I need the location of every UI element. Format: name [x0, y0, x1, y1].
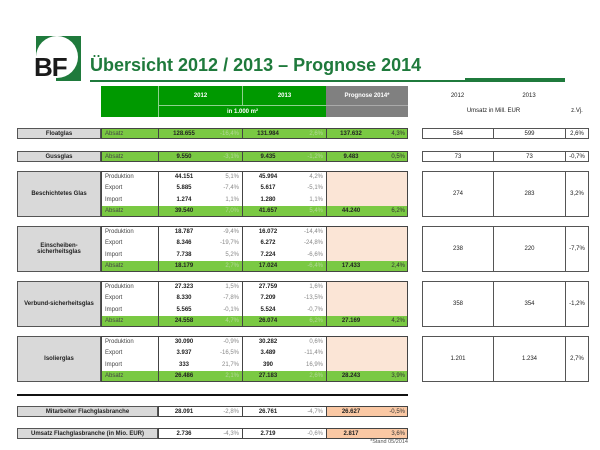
group-einscheiben-sicherheitsglas-import-change-2012: 5,2%	[225, 251, 239, 258]
group-einscheiben-sicherheitsglas-absatz-label: Absatz	[101, 261, 158, 273]
group-einscheiben-sicherheitsglas-name: Einscheiben-sicherheitsglas	[17, 226, 101, 272]
header-2012: 2012	[158, 86, 242, 105]
group-beschichtetes-glas-umsatz-2013: 283	[493, 171, 566, 217]
group-verbund-sicherheitsglas-absatz-change-2012: 4,7%	[210, 316, 242, 328]
column-divider	[242, 428, 326, 439]
group-isolierglas-absatz-value-2012: 26.486	[158, 371, 210, 383]
group-gussglas-value-2014: 9.483	[326, 151, 376, 162]
group-einscheiben-sicherheitsglas-import-label: Import	[105, 251, 123, 258]
group-gussglas-value-2013: 9.435	[242, 151, 294, 162]
group-einscheiben-sicherheitsglas-import-value-2012: 7.738	[176, 251, 192, 258]
group-beschichtetes-glas-import-value-2012: 1.274	[176, 196, 192, 203]
group-isolierglas-umsatz-2013: 1.234	[493, 336, 566, 382]
group-floatglas-umsatz-2013: 599	[493, 128, 566, 139]
group-verbund-sicherheitsglas-absatz-value-2014: 27.169	[326, 316, 376, 328]
group-beschichtetes-glas-export-value-2013: 5.617	[260, 185, 276, 192]
group-verbund-sicherheitsglas-umsatz-2012: 358	[422, 281, 494, 327]
group-verbund-sicherheitsglas-produktion-change-2012: 1,5%	[225, 283, 239, 290]
group-gussglas-change-2012: -3,1%	[210, 151, 242, 162]
group-verbund-sicherheitsglas-export-change-2012: -7,8%	[223, 295, 239, 302]
group-einscheiben-sicherheitsglas-umsatz-2012: 238	[422, 226, 494, 272]
group-isolierglas-produktion-value-2013: 30.282	[258, 338, 278, 345]
group-beschichtetes-glas-produktion-change-2013: 4,2%	[309, 173, 323, 180]
group-beschichtetes-glas-umsatz-2012: 274	[422, 171, 494, 217]
group-gussglas-umsatz-2012: 73	[422, 151, 494, 162]
column-divider	[158, 128, 242, 139]
group-isolierglas-absatz-value-2014: 28.243	[326, 371, 376, 383]
total-umsatz-value-2014: 2.817	[326, 428, 376, 439]
column-divider	[242, 281, 326, 327]
total-umsatz-change-2013: -0,6%	[307, 430, 323, 437]
column-divider	[242, 128, 326, 139]
total-umsatz-value-2012: 2.736	[176, 430, 192, 437]
group-floatglas-value-2013: 131.984	[242, 128, 294, 139]
group-beschichtetes-glas-import-change-2013: 1,1%	[309, 196, 323, 203]
column-divider	[158, 281, 242, 327]
group-isolierglas-absatz-change-2012: 2,1%	[210, 371, 242, 383]
group-gussglas-umsatz-2013: 73	[493, 151, 566, 162]
group-isolierglas-export-label: Export	[105, 350, 123, 357]
group-isolierglas-produktion-change-2012: -0,9%	[223, 338, 239, 345]
group-isolierglas-import-label: Import	[105, 361, 123, 368]
column-divider	[326, 336, 408, 382]
header-prognose: Prognose 2014*	[326, 86, 408, 105]
group-floatglas-value-2014: 137.632	[326, 128, 376, 139]
group-beschichtetes-glas-absatz-change-2012: 7,0%	[210, 206, 242, 218]
group-verbund-sicherheitsglas-import-change-2013: -0,7%	[307, 306, 323, 313]
group-einscheiben-sicherheitsglas-import-value-2013: 7.224	[260, 251, 276, 258]
group-isolierglas-import-change-2012: 21,7%	[221, 361, 239, 368]
total-mitarbeiter-name: Mitarbeiter Flachglasbranche	[17, 406, 158, 417]
group-floatglas-change-2012: -16,4%	[210, 128, 242, 139]
group-verbund-sicherheitsglas-absatz-change-2014: 4,2%	[376, 316, 408, 328]
group-beschichtetes-glas-absatz-change-2014: 6,2%	[376, 206, 408, 218]
page-title: Übersicht 2012 / 2013 – Prognose 2014	[90, 55, 422, 75]
group-gussglas-label: Absatz	[101, 151, 158, 162]
group-isolierglas-umsatz-change: 2,7%	[565, 336, 589, 382]
group-isolierglas-produktion-value-2012: 30.090	[174, 338, 194, 345]
header-unit: in 1.000 m²	[158, 105, 326, 117]
group-isolierglas-export-value-2013: 3.489	[260, 350, 276, 357]
total-mitarbeiter-change-2014: -0,5%	[376, 406, 408, 417]
group-einscheiben-sicherheitsglas-produktion-change-2013: -14,4%	[303, 228, 323, 235]
group-floatglas-name: Floatglas	[17, 128, 101, 139]
group-beschichtetes-glas-import-value-2013: 1.280	[260, 196, 276, 203]
group-isolierglas-produktion-change-2013: 0,6%	[309, 338, 323, 345]
column-divider	[242, 171, 326, 217]
group-isolierglas-import-value-2013: 390	[262, 361, 273, 368]
group-isolierglas-export-change-2013: -11,4%	[304, 350, 323, 357]
group-gussglas-change-2013: -1,2%	[294, 151, 326, 162]
column-divider	[326, 128, 408, 139]
total-mitarbeiter-value-2013: 26.761	[258, 408, 278, 415]
group-beschichtetes-glas-export-value-2012: 5.885	[176, 185, 192, 192]
total-umsatz-name: Umsatz Flachglasbranche (in Mio. EUR)	[17, 428, 158, 439]
column-divider	[242, 406, 326, 417]
group-einscheiben-sicherheitsglas-produktion-change-2012: -9,4%	[223, 228, 239, 235]
header-2013: 2013	[242, 86, 326, 105]
group-einscheiben-sicherheitsglas-umsatz-2013: 220	[493, 226, 566, 272]
group-beschichtetes-glas-produktion-change-2012: 5,1%	[225, 173, 239, 180]
column-divider	[326, 406, 408, 417]
column-divider	[326, 281, 408, 327]
group-verbund-sicherheitsglas-export-value-2013: 7.209	[260, 295, 276, 302]
group-isolierglas-import-change-2013: 16,9%	[305, 361, 323, 368]
column-divider	[326, 151, 408, 162]
header-prognose-unit	[326, 105, 408, 117]
total-umsatz-value-2013: 2.719	[260, 430, 276, 437]
logo-text: BF	[34, 52, 67, 82]
total-mitarbeiter-value-2014: 26.627	[326, 406, 376, 417]
group-einscheiben-sicherheitsglas-absatz-change-2014: 2,4%	[376, 261, 408, 273]
group-beschichtetes-glas-import-change-2012: 1,1%	[225, 196, 239, 203]
group-einscheiben-sicherheitsglas-absatz-value-2012: 18.179	[158, 261, 210, 273]
group-einscheiben-sicherheitsglas-produktion-label: Produktion	[105, 228, 134, 235]
group-verbund-sicherheitsglas-produktion-value-2012: 27.323	[174, 283, 194, 290]
group-beschichtetes-glas-absatz-label: Absatz	[101, 206, 158, 218]
group-beschichtetes-glas-absatz-value-2014: 44.240	[326, 206, 376, 218]
group-verbund-sicherheitsglas-import-value-2013: 5.524	[260, 306, 276, 313]
group-einscheiben-sicherheitsglas-export-change-2013: -24,8%	[303, 240, 323, 247]
group-einscheiben-sicherheitsglas-absatz-change-2013: -6,4%	[294, 261, 326, 273]
column-divider	[158, 336, 242, 382]
group-einscheiben-sicherheitsglas-absatz-value-2014: 17.433	[326, 261, 376, 273]
group-gussglas-value-2012: 9.550	[158, 151, 210, 162]
right-header-2013: 2013	[522, 92, 536, 99]
group-beschichtetes-glas-export-change-2012: -7,4%	[223, 185, 239, 192]
group-beschichtetes-glas-absatz-value-2013: 41.657	[242, 206, 294, 218]
group-einscheiben-sicherheitsglas-absatz-change-2012: 2,7%	[210, 261, 242, 273]
group-einscheiben-sicherheitsglas-umsatz-change: -7,7%	[565, 226, 589, 272]
group-verbund-sicherheitsglas-export-change-2013: -13,5%	[303, 295, 323, 302]
group-isolierglas-absatz-value-2013: 27.183	[242, 371, 294, 383]
column-divider	[326, 226, 408, 272]
group-verbund-sicherheitsglas-absatz-change-2013: 6,2%	[294, 316, 326, 328]
group-isolierglas-import-value-2012: 333	[178, 361, 189, 368]
column-divider	[326, 428, 408, 439]
group-isolierglas-absatz-change-2014: 3,9%	[376, 371, 408, 383]
group-verbund-sicherheitsglas-name: Verbund-sicherheitsglas	[17, 281, 101, 327]
separator-line	[17, 394, 408, 396]
group-beschichtetes-glas-import-label: Import	[105, 196, 123, 203]
group-floatglas-change-2014: 4,3%	[376, 128, 408, 139]
title-underline-accent	[465, 78, 565, 81]
group-gussglas-umsatz-change: -0,7%	[565, 151, 589, 162]
column-divider	[242, 336, 326, 382]
group-isolierglas-name: Isolierglas	[17, 336, 101, 382]
column-divider	[158, 226, 242, 272]
group-einscheiben-sicherheitsglas-export-label: Export	[105, 240, 123, 247]
group-floatglas-umsatz-change: 2,6%	[565, 128, 589, 139]
group-einscheiben-sicherheitsglas-import-change-2013: -6,6%	[307, 251, 323, 258]
group-verbund-sicherheitsglas-import-change-2012: -0,1%	[223, 306, 239, 313]
group-verbund-sicherheitsglas-export-label: Export	[105, 295, 123, 302]
column-divider	[242, 226, 326, 272]
group-verbund-sicherheitsglas-produktion-change-2013: 1,6%	[309, 283, 323, 290]
group-verbund-sicherheitsglas-produktion-value-2013: 27.759	[258, 283, 278, 290]
group-verbund-sicherheitsglas-import-value-2012: 5.565	[176, 306, 192, 313]
group-beschichtetes-glas-export-change-2013: -5,1%	[307, 185, 323, 192]
total-mitarbeiter-value-2012: 28.091	[174, 408, 194, 415]
group-gussglas-name: Gussglas	[17, 151, 101, 162]
group-einscheiben-sicherheitsglas-export-change-2012: -19,7%	[219, 240, 239, 247]
column-divider	[326, 171, 408, 217]
group-beschichtetes-glas-produktion-value-2012: 44.151	[174, 173, 194, 180]
group-floatglas-change-2013: 2,6%	[294, 128, 326, 139]
group-isolierglas-umsatz-2012: 1.201	[422, 336, 494, 382]
group-einscheiben-sicherheitsglas-export-value-2012: 8.346	[176, 240, 192, 247]
group-verbund-sicherheitsglas-import-label: Import	[105, 306, 123, 313]
group-gussglas-change-2014: 0,5%	[376, 151, 408, 162]
group-floatglas-umsatz-2012: 584	[422, 128, 494, 139]
total-mitarbeiter-change-2012: -2,8%	[223, 408, 239, 415]
group-einscheiben-sicherheitsglas-absatz-value-2013: 17.024	[242, 261, 294, 273]
group-isolierglas-export-change-2012: -16,5%	[219, 350, 239, 357]
group-isolierglas-produktion-label: Produktion	[105, 338, 134, 345]
column-divider	[158, 151, 242, 162]
group-einscheiben-sicherheitsglas-export-value-2013: 6.272	[260, 240, 276, 247]
total-mitarbeiter-change-2013: -4,7%	[307, 408, 323, 415]
group-isolierglas-absatz-label: Absatz	[101, 371, 158, 383]
total-umsatz-change-2012: -4,3%	[223, 430, 239, 437]
group-beschichtetes-glas-name: Beschichtetes Glas	[17, 171, 101, 217]
group-einscheiben-sicherheitsglas-produktion-value-2012: 18.787	[174, 228, 194, 235]
group-verbund-sicherheitsglas-umsatz-2013: 354	[493, 281, 566, 327]
column-divider	[158, 171, 242, 217]
footnote: *Stand 05/2014	[370, 439, 408, 445]
group-beschichtetes-glas-produktion-label: Produktion	[105, 173, 134, 180]
group-verbund-sicherheitsglas-absatz-label: Absatz	[101, 316, 158, 328]
group-beschichtetes-glas-absatz-change-2013: 5,4%	[294, 206, 326, 218]
group-beschichtetes-glas-export-label: Export	[105, 185, 123, 192]
group-verbund-sicherheitsglas-umsatz-change: -1,2%	[565, 281, 589, 327]
group-isolierglas-export-value-2012: 3.937	[176, 350, 192, 357]
column-divider	[242, 151, 326, 162]
group-beschichtetes-glas-absatz-value-2012: 39.540	[158, 206, 210, 218]
group-verbund-sicherheitsglas-export-value-2012: 8.330	[176, 295, 192, 302]
group-floatglas-value-2012: 128.655	[158, 128, 210, 139]
group-beschichtetes-glas-produktion-value-2013: 45.994	[258, 173, 278, 180]
group-isolierglas-absatz-change-2013: 2,6%	[294, 371, 326, 383]
group-verbund-sicherheitsglas-absatz-value-2013: 26.074	[242, 316, 294, 328]
group-verbund-sicherheitsglas-produktion-label: Produktion	[105, 283, 134, 290]
group-verbund-sicherheitsglas-absatz-value-2012: 24.558	[158, 316, 210, 328]
header-blank-cell	[101, 86, 158, 117]
total-umsatz-change-2014: 3,6%	[376, 428, 408, 439]
group-einscheiben-sicherheitsglas-produktion-value-2013: 16.072	[258, 228, 278, 235]
right-header-unit: Umsatz in Mill. EUR	[466, 108, 521, 114]
right-header-2012: 2012	[450, 92, 465, 99]
group-floatglas-label: Absatz	[101, 128, 158, 139]
right-header-change: z.Vj.	[571, 108, 583, 114]
group-beschichtetes-glas-umsatz-change: 3,2%	[565, 171, 589, 217]
